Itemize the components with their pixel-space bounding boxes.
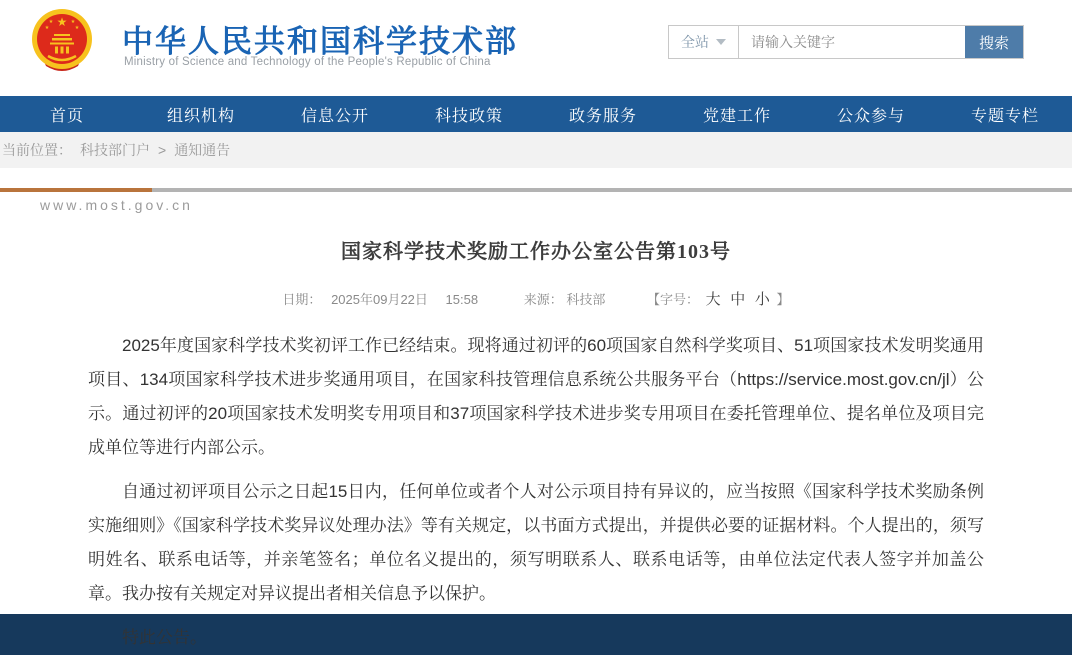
nav-item-public-participation[interactable]: 公众参与 [836, 107, 905, 125]
chevron-down-icon [716, 39, 726, 45]
site-title: 中华人民共和国科学技术部 [122, 24, 518, 59]
article-paragraph: 2025年度国家科学技术奖初评工作已经结束。现将通过初评的60项国家自然科学奖项目、51项国家技术发明奖通用项目、134项国家科学技术进步奖通用项目，在国家科技管理信息系统公共服务平台（https://service.most.gov.cn/jl）公示。通过初评的20项国家技术发明奖专用项目和37项国家科学技术进步奖专用项目在委托管理单位、提名单位及项目完成单位等进行内部公示。 [88, 336, 984, 457]
nav-item-organization[interactable]: 组织机构 [166, 107, 235, 125]
article-body [88, 329, 984, 655]
fontsize-small-button[interactable]: 小 [754, 291, 770, 308]
site-header [0, 0, 1072, 96]
primary-nav [0, 96, 1072, 132]
meta-date: 2025年09月22日 [331, 292, 428, 307]
article-title: 国家科学技术奖励工作办公室公告第103号 [341, 241, 731, 263]
meta-source-label: 来源： [523, 292, 563, 307]
nav-item-home[interactable]: 首页 [49, 107, 84, 125]
article-paragraph: 特此公告。 [122, 628, 207, 647]
search-input[interactable] [739, 26, 965, 58]
nav-item-gov-services[interactable]: 政务服务 [568, 107, 637, 125]
nav-item-party-building[interactable]: 党建工作 [702, 107, 771, 125]
svg-text:★: ★ [48, 19, 54, 25]
svg-text:★: ★ [70, 19, 76, 25]
meta-date-label: 日期： [282, 292, 322, 307]
site-subtitle: Ministry of Science and Technology of the People's Republic of China [124, 56, 491, 68]
svg-text:★: ★ [74, 25, 80, 31]
breadcrumb-separator: > [158, 142, 167, 158]
section-divider [0, 188, 1072, 192]
article-meta [88, 288, 984, 309]
meta-source: 科技部 [566, 292, 606, 307]
national-emblem-icon [30, 8, 94, 74]
meta-fontsize-close: 】 [776, 292, 790, 307]
svg-text:★: ★ [56, 15, 68, 29]
breadcrumb-link-current[interactable]: 通知通告 [174, 142, 231, 158]
site-url-watermark: www.most.gov.cn [40, 197, 193, 213]
nav-item-scitech-policy[interactable]: 科技政策 [434, 107, 503, 125]
search-button[interactable]: 搜索 [965, 26, 1023, 58]
svg-text:★: ★ [44, 25, 50, 31]
meta-fontsize-label: 【字号： [646, 292, 699, 307]
section-divider-accent [0, 188, 152, 192]
nav-item-info-disclosure[interactable]: 信息公开 [300, 107, 369, 125]
breadcrumb-label: 当前位置： [2, 142, 72, 158]
article [0, 235, 1072, 655]
nav-item-special-topics[interactable]: 专题专栏 [970, 107, 1039, 125]
article-paragraph: 自通过初评项目公示之日起15日内，任何单位或者个人对公示项目持有异议的，应当按照《国家科学技术奖励条例实施细则》《国家科学技术奖异议处理办法》等有关规定，以书面方式提出，并提供必要的证据材料。个人提出的，须写明姓名、联系电话等，并亲笔签名；单位名义提出的，须写明联系人、联系电话等，由单位法定代表人签字并加盖公章。我办按有关规定对异议提出者相关信息予以保护。 [88, 482, 984, 603]
breadcrumb-link-portal[interactable]: 科技部门户 [80, 142, 150, 158]
breadcrumb [0, 132, 1072, 168]
site-search [668, 25, 1024, 59]
search-scope-dropdown[interactable] [669, 26, 739, 58]
fontsize-large-button[interactable]: 大 [705, 291, 721, 308]
meta-time: 15:58 [445, 292, 479, 307]
search-scope-label: 全站 [681, 34, 709, 50]
fontsize-medium-button[interactable]: 中 [730, 291, 746, 308]
